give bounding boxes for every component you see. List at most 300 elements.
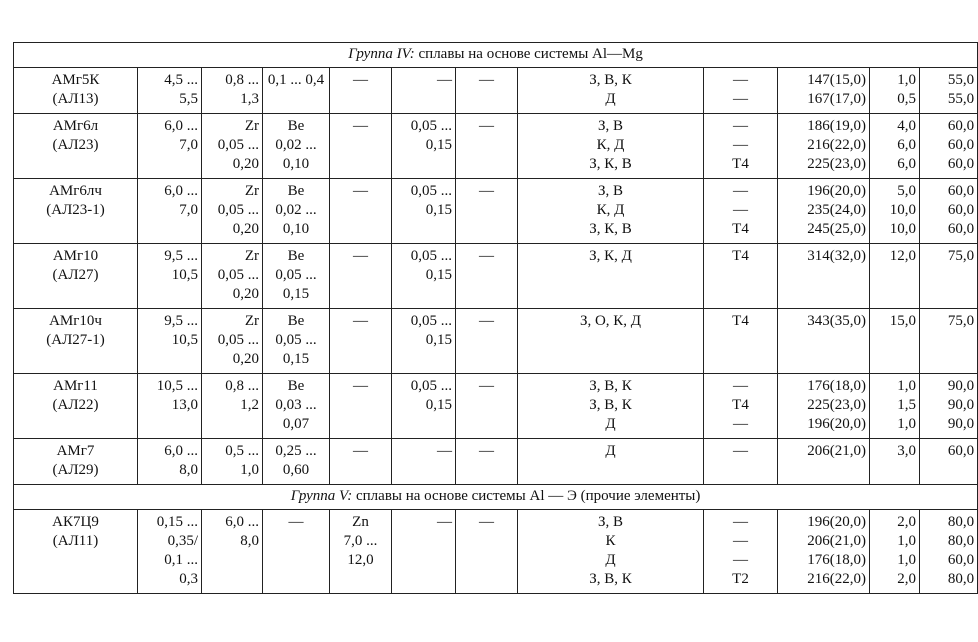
col5-content-cell — [330, 374, 392, 439]
cell-line: (АЛ29) — [52, 462, 99, 478]
col4-content-cell — [263, 68, 330, 114]
cell-line: АК7Ц9 — [52, 514, 99, 530]
cell-line: 0,1 ... 0,4 — [267, 72, 325, 88]
cell-line: Be — [287, 378, 305, 394]
cell-line: 1,0 — [897, 416, 916, 432]
cell-line: 80,0 — [947, 571, 975, 587]
group-label: Группа V: — [290, 488, 353, 504]
hardness-cell — [920, 68, 978, 114]
cell-line: 8,0 — [179, 462, 198, 478]
group-header — [14, 485, 978, 510]
cell-line: 10,0 — [889, 221, 916, 237]
hardness-cell — [920, 244, 978, 309]
cell-line: 0,8 ... — [225, 72, 259, 88]
cell-line: АМг5К — [51, 72, 100, 88]
tensile-strength-cell — [778, 510, 870, 594]
cell-line: 6,0 ... — [164, 183, 198, 199]
cell-line: 186(19,0) — [807, 118, 866, 134]
cell-line: 225(23,0) — [807, 397, 866, 413]
cell-line: — — [733, 552, 748, 568]
cell-line: — — [733, 416, 748, 432]
hardness-cell — [920, 374, 978, 439]
casting-method-cell — [518, 68, 704, 114]
cell-line: 245(25,0) — [807, 221, 866, 237]
cell-line: 2,0 — [897, 571, 916, 587]
casting-method-cell — [518, 179, 704, 244]
cell-line: Be — [287, 313, 305, 329]
cell-line: (АЛ27) — [52, 267, 99, 283]
cell-line: 0,15 — [282, 286, 310, 302]
cell-line: 10,0 — [889, 202, 916, 218]
col4-content-cell — [263, 244, 330, 309]
cell-line: 206(21,0) — [807, 443, 866, 459]
cell-line: Т2 — [732, 571, 749, 587]
cell-line: 6,0 ... — [164, 443, 198, 459]
cell-line: Д — [605, 416, 616, 432]
col3-content-cell — [202, 114, 263, 179]
mg-content-cell — [138, 374, 202, 439]
heat-treatment-cell — [704, 68, 778, 114]
cell-line: 0,15 — [425, 267, 452, 283]
cell-line: К, Д — [596, 137, 625, 153]
cell-line: 90,0 — [947, 397, 975, 413]
cell-line: Т4 — [732, 313, 749, 329]
cell-line: — — [733, 533, 748, 549]
cell-line: 1,0 — [897, 533, 916, 549]
cell-line: — — [479, 378, 494, 394]
cell-line: — — [733, 378, 748, 394]
cell-line: 8,0 — [240, 533, 259, 549]
cell-line: К — [605, 533, 616, 549]
elongation-cell — [870, 309, 920, 374]
col6-content-cell — [392, 114, 456, 179]
cell-line: 7,0 ... — [343, 533, 378, 549]
cell-line: Т4 — [732, 248, 749, 264]
cell-line: 0,02 ... — [275, 202, 317, 218]
table-row — [14, 374, 978, 439]
cell-line: — — [353, 248, 368, 264]
cell-line: 0,3 — [179, 571, 198, 587]
alloy-grade-cell — [14, 179, 138, 244]
cell-line: 216(22,0) — [807, 571, 866, 587]
cell-line: Zr — [244, 313, 259, 329]
cell-line: 60,0 — [947, 118, 975, 134]
cell-line: 5,0 — [897, 183, 916, 199]
cell-line: 60,0 — [947, 183, 975, 199]
cell-line: — — [733, 137, 748, 153]
cell-line: — — [733, 183, 748, 199]
cell-line: 4,5 ... — [164, 72, 198, 88]
cell-line: — — [353, 118, 368, 134]
alloy-grade-cell — [14, 114, 138, 179]
table-row — [14, 244, 978, 309]
col7-content-cell — [456, 114, 518, 179]
cell-line: 1,2 — [240, 397, 259, 413]
cell-line: — — [353, 443, 368, 459]
hardness-cell — [920, 510, 978, 594]
cell-line: АМг11 — [53, 378, 98, 394]
cell-line: 60,0 — [947, 552, 975, 568]
cell-line: Zr — [244, 248, 259, 264]
cell-line: — — [353, 378, 368, 394]
cell-line: 0,05 ... — [275, 267, 317, 283]
cell-line: 60,0 — [947, 156, 975, 172]
table-row — [14, 309, 978, 374]
cell-line: 0,8 ... — [225, 378, 259, 394]
hardness-cell — [920, 179, 978, 244]
col6-content-cell — [392, 374, 456, 439]
tensile-strength-cell — [778, 244, 870, 309]
heat-treatment-cell — [704, 510, 778, 594]
heat-treatment-cell — [704, 309, 778, 374]
col7-content-cell — [456, 510, 518, 594]
cell-line: — — [479, 443, 494, 459]
cell-line: (АЛ23) — [52, 137, 99, 153]
cell-line: З, В — [597, 118, 624, 134]
table-row — [14, 439, 978, 485]
cell-line: — — [353, 183, 368, 199]
cell-line: 0,05 ... — [217, 332, 259, 348]
cell-line: — — [733, 118, 748, 134]
cell-line: — — [733, 72, 748, 88]
cell-line: 5,5 — [179, 91, 198, 107]
cell-line: 225(23,0) — [807, 156, 866, 172]
col7-content-cell — [456, 179, 518, 244]
col5-content-cell — [330, 179, 392, 244]
cell-line: — — [479, 183, 494, 199]
cell-line: Zr — [244, 183, 259, 199]
cell-line: З, К, В — [589, 156, 632, 172]
cell-line: З, В — [597, 183, 624, 199]
col5-content-cell — [330, 309, 392, 374]
col3-content-cell — [202, 439, 263, 485]
cell-line: 0,5 — [897, 91, 916, 107]
cell-line: (АЛ22) — [52, 397, 99, 413]
cell-line: 12,0 — [347, 552, 374, 568]
cell-line: 343(35,0) — [807, 313, 866, 329]
cell-line: 75,0 — [947, 313, 975, 329]
elongation-cell — [870, 114, 920, 179]
casting-method-cell — [518, 244, 704, 309]
cell-line: (АЛ27-1) — [46, 332, 105, 348]
cell-line: 0,15 — [282, 351, 310, 367]
col3-content-cell — [202, 510, 263, 594]
cell-line: — — [437, 72, 452, 88]
cell-line: 0,05 ... — [275, 332, 317, 348]
cell-line: — — [479, 72, 494, 88]
col4-content-cell — [263, 439, 330, 485]
tensile-strength-cell — [778, 439, 870, 485]
cell-line: З, В, К — [589, 397, 632, 413]
table-row — [14, 510, 978, 594]
group-label: Группа IV: — [348, 46, 415, 62]
heat-treatment-cell — [704, 374, 778, 439]
col6-content-cell — [392, 179, 456, 244]
cell-line: 0,15 ... — [156, 514, 198, 530]
alloy-grade-cell — [14, 309, 138, 374]
cell-line: 15,0 — [889, 313, 916, 329]
cell-line: 13,0 — [171, 397, 198, 413]
cell-line: 75,0 — [947, 248, 975, 264]
cell-line: — — [733, 202, 748, 218]
group-title: сплавы на основе системы Al—Mg — [414, 46, 643, 62]
table-row — [14, 68, 978, 114]
cell-line: 90,0 — [947, 416, 975, 432]
cell-line: 176(18,0) — [807, 378, 866, 394]
col5-content-cell — [330, 114, 392, 179]
cell-line: 6,0 ... — [225, 514, 259, 530]
col5-content-cell — [330, 244, 392, 309]
cell-line: 1,0 — [240, 462, 259, 478]
cell-line: Д — [605, 552, 616, 568]
col4-content-cell — [263, 309, 330, 374]
cell-line: 6,0 — [897, 156, 916, 172]
cell-line: 0,03 ... — [275, 397, 317, 413]
cell-line: — — [353, 313, 368, 329]
group-header — [14, 43, 978, 68]
cell-line: Д — [605, 91, 616, 107]
hardness-cell — [920, 439, 978, 485]
elongation-cell — [870, 179, 920, 244]
cell-line: 12,0 — [889, 248, 916, 264]
cell-line: (АЛ23-1) — [46, 202, 105, 218]
col7-content-cell — [456, 309, 518, 374]
cell-line: К, Д — [596, 202, 625, 218]
elongation-cell — [870, 68, 920, 114]
cell-line: Т4 — [732, 221, 749, 237]
tensile-strength-cell — [778, 179, 870, 244]
cell-line: 0,05 ... — [410, 313, 452, 329]
cell-line: 216(22,0) — [807, 137, 866, 153]
cell-line: 0,05 ... — [217, 137, 259, 153]
cell-line: З, В, К — [589, 72, 632, 88]
heat-treatment-cell — [704, 244, 778, 309]
col4-content-cell — [263, 374, 330, 439]
cell-line: — — [479, 248, 494, 264]
alloy-grade-cell — [14, 68, 138, 114]
cell-line: — — [733, 443, 748, 459]
casting-method-cell — [518, 510, 704, 594]
alloy-grade-cell — [14, 510, 138, 594]
elongation-cell — [870, 510, 920, 594]
elongation-cell — [870, 439, 920, 485]
col7-content-cell — [456, 244, 518, 309]
col6-content-cell — [392, 68, 456, 114]
cell-line: — — [437, 443, 452, 459]
heat-treatment-cell — [704, 439, 778, 485]
cell-line: 0,20 — [232, 351, 259, 367]
col3-content-cell — [202, 374, 263, 439]
cell-line: 0,20 — [232, 221, 259, 237]
cell-line: Т4 — [732, 397, 749, 413]
cell-line: 0,1 ... — [164, 552, 198, 568]
cell-line: 314(32,0) — [807, 248, 866, 264]
cell-line: — — [479, 313, 494, 329]
casting-method-cell — [518, 374, 704, 439]
cell-line: 10,5 — [171, 332, 198, 348]
cell-line: 60,0 — [947, 202, 975, 218]
col7-content-cell — [456, 68, 518, 114]
col5-content-cell — [330, 510, 392, 594]
cell-line: З, В, К — [589, 378, 632, 394]
cell-line: 196(20,0) — [807, 416, 866, 432]
cell-line: — — [353, 72, 368, 88]
cell-line: — — [479, 514, 494, 530]
casting-method-cell — [518, 114, 704, 179]
cell-line: 55,0 — [947, 72, 975, 88]
cell-line: 9,5 ... — [164, 313, 198, 329]
cell-line: — — [288, 514, 304, 530]
alloy-grade-cell — [14, 244, 138, 309]
cell-line: 0,20 — [232, 286, 259, 302]
cell-line: Т4 — [732, 156, 749, 172]
cell-line: 196(20,0) — [807, 514, 866, 530]
cell-line: 0,15 — [425, 202, 452, 218]
elongation-cell — [870, 374, 920, 439]
cell-line: АМг10 — [52, 248, 99, 264]
cell-line: 0,10 — [282, 221, 310, 237]
alloy-properties-table — [13, 42, 978, 594]
cell-line: Zr — [244, 118, 259, 134]
table-row — [14, 114, 978, 179]
cell-line: 0,05 ... — [217, 202, 259, 218]
alloy-grade-cell — [14, 439, 138, 485]
col3-content-cell — [202, 68, 263, 114]
col4-content-cell — [263, 114, 330, 179]
cell-line: 60,0 — [947, 137, 975, 153]
col5-content-cell — [330, 439, 392, 485]
cell-line: 0,05 ... — [217, 267, 259, 283]
col6-content-cell — [392, 439, 456, 485]
cell-line: З, К, Д — [589, 248, 632, 264]
cell-line: — — [733, 514, 748, 530]
cell-line: 0,05 ... — [410, 248, 452, 264]
tensile-strength-cell — [778, 309, 870, 374]
cell-line: 0,05 ... — [410, 118, 452, 134]
cell-line: 90,0 — [947, 378, 975, 394]
col6-content-cell — [392, 244, 456, 309]
cell-line: — — [479, 118, 494, 134]
cell-line: АМг6л — [52, 118, 99, 134]
cell-line: З, В — [597, 514, 624, 530]
cell-line: Zn — [352, 514, 369, 530]
cell-line: 9,5 ... — [164, 248, 198, 264]
mg-content-cell — [138, 309, 202, 374]
cell-line: 176(18,0) — [807, 552, 866, 568]
alloy-grade-cell — [14, 374, 138, 439]
cell-line: 0,07 — [282, 416, 310, 432]
cell-line: Be — [287, 183, 305, 199]
mg-content-cell — [138, 68, 202, 114]
cell-line: 55,0 — [947, 91, 975, 107]
hardness-cell — [920, 309, 978, 374]
cell-line: 167(17,0) — [807, 91, 866, 107]
cell-line: 196(20,0) — [807, 183, 866, 199]
cell-line: 0,05 ... — [410, 183, 452, 199]
cell-line: 80,0 — [947, 514, 975, 530]
cell-line: 0,10 — [282, 156, 310, 172]
cell-line: 0,15 — [425, 332, 452, 348]
casting-method-cell — [518, 439, 704, 485]
tensile-strength-cell — [778, 374, 870, 439]
cell-line: 0,15 — [425, 397, 452, 413]
cell-line: 6,0 ... — [164, 118, 198, 134]
col3-content-cell — [202, 179, 263, 244]
col6-content-cell — [392, 510, 456, 594]
tensile-strength-cell — [778, 114, 870, 179]
mg-content-cell — [138, 179, 202, 244]
casting-method-cell — [518, 309, 704, 374]
col4-content-cell — [263, 179, 330, 244]
cell-line: 4,0 — [897, 118, 916, 134]
mg-content-cell — [138, 244, 202, 309]
cell-line: 1,5 — [897, 397, 916, 413]
col3-content-cell — [202, 309, 263, 374]
cell-line: 1,0 — [897, 72, 916, 88]
mg-content-cell — [138, 114, 202, 179]
cell-line: 0,20 — [232, 156, 259, 172]
heat-treatment-cell — [704, 114, 778, 179]
tensile-strength-cell — [778, 68, 870, 114]
mg-content-cell — [138, 510, 202, 594]
col5-content-cell — [330, 68, 392, 114]
cell-line: З, О, К, Д — [579, 313, 642, 329]
cell-line: (АЛ13) — [52, 91, 99, 107]
cell-line: Д — [605, 443, 616, 459]
cell-line: 6,0 — [897, 137, 916, 153]
cell-line: 0,15 — [425, 137, 452, 153]
cell-line: 0,05 ... — [410, 378, 452, 394]
cell-line: (АЛ11) — [52, 533, 99, 549]
cell-line: 2,0 — [897, 514, 916, 530]
col7-content-cell — [456, 439, 518, 485]
cell-line: Be — [287, 248, 305, 264]
cell-line: 3,0 — [897, 443, 916, 459]
col4-content-cell — [263, 510, 330, 594]
cell-line: 235(24,0) — [807, 202, 866, 218]
cell-line: З, В, К — [589, 571, 632, 587]
cell-line: 10,5 ... — [156, 378, 198, 394]
elongation-cell — [870, 244, 920, 309]
cell-line: 0,60 — [282, 462, 310, 478]
col7-content-cell — [456, 374, 518, 439]
cell-line: 1,3 — [240, 91, 259, 107]
cell-line: Be — [287, 118, 305, 134]
cell-line: 1,0 — [897, 552, 916, 568]
group-title: сплавы на основе системы Al — Э (прочие элементы) — [352, 488, 701, 504]
heat-treatment-cell — [704, 179, 778, 244]
mg-content-cell — [138, 439, 202, 485]
hardness-cell — [920, 114, 978, 179]
cell-line: 1,0 — [897, 378, 916, 394]
col6-content-cell — [392, 309, 456, 374]
cell-line: 7,0 — [179, 202, 198, 218]
cell-line: 10,5 — [171, 267, 198, 283]
cell-line: АМг10ч — [49, 313, 102, 329]
table-row — [14, 179, 978, 244]
cell-line: 0,5 ... — [225, 443, 259, 459]
cell-line: 80,0 — [947, 533, 975, 549]
cell-line: 147(15,0) — [807, 72, 866, 88]
cell-line: — — [437, 514, 452, 530]
cell-line: 7,0 — [179, 137, 198, 153]
cell-line: 206(21,0) — [807, 533, 866, 549]
cell-line: З, К, В — [589, 221, 632, 237]
group-header-row — [14, 43, 978, 68]
cell-line: АМг6лч — [49, 183, 102, 199]
group-header-row — [14, 485, 978, 510]
cell-line: АМг7 — [56, 443, 95, 459]
